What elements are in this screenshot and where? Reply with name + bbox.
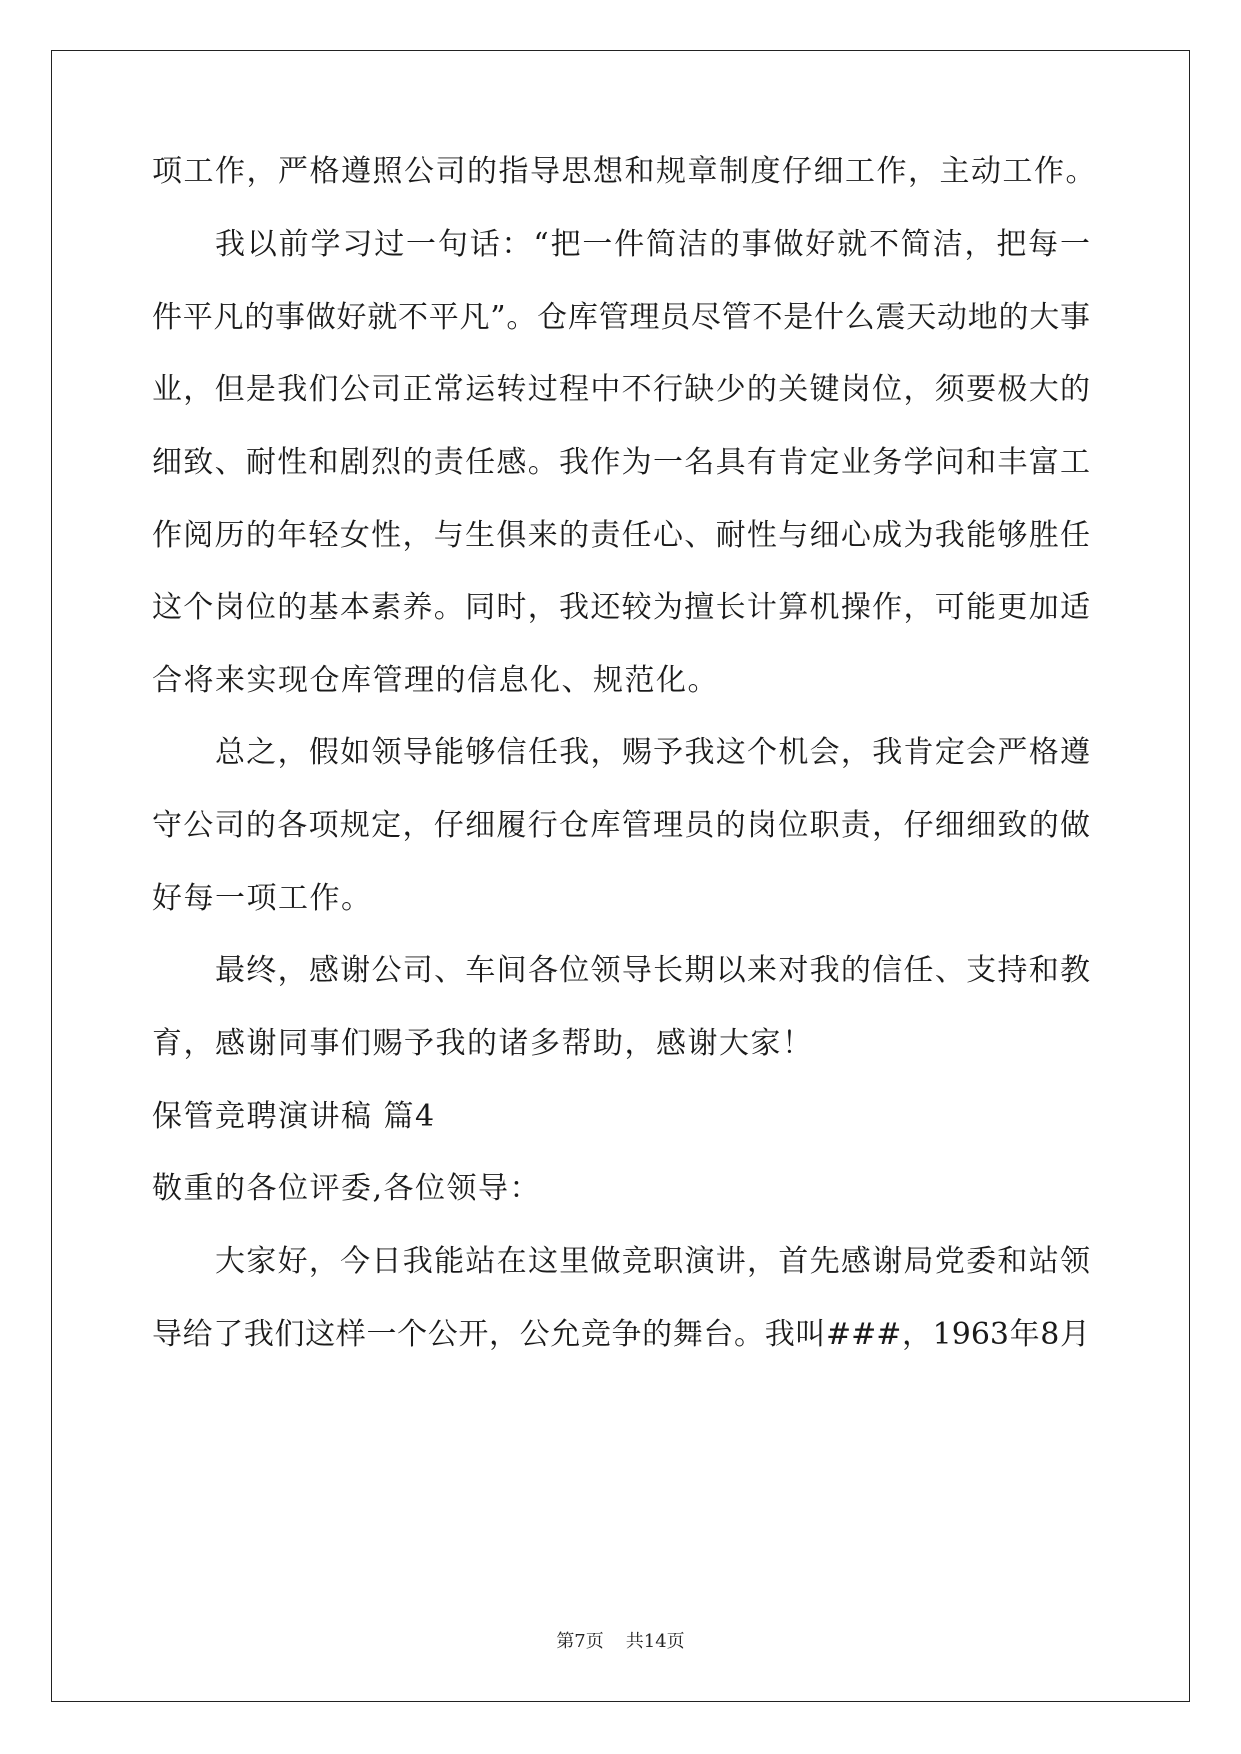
text-line: 项工作，严格遵照公司的指导思想和规章制度仔细工作，主动工作。 — [152, 154, 1097, 189]
text-line: 总之，假如领导能够信任我，赐予我这个机会，我肯定会严格遵 — [215, 735, 1090, 770]
text-line: 育，感谢同事们赐予我的诸多帮助，感谢大家！ — [152, 1026, 814, 1061]
text-line: 合将来实现仓库管理的信息化、规范化。 — [152, 663, 719, 698]
text-line: 守公司的各项规定，仔细履行仓库管理员的岗位职责，仔细细致的做 — [152, 808, 1090, 843]
section-heading: 保管竞聘演讲稿 篇4 — [152, 1099, 436, 1134]
text-line: 这个岗位的基本素养。同时，我还较为擅长计算机操作，可能更加适 — [152, 590, 1090, 625]
page-number: 第7页 — [556, 1631, 604, 1652]
text-line: 导给了我们这样一个公开，公允竞争的舞台。我叫###，1963年8月 — [152, 1317, 1090, 1352]
text-line: 细致、耐性和剧烈的责任感。我作为一名具有肯定业务学问和丰富工 — [152, 445, 1090, 480]
text-line: 作阅历的年轻女性，与生俱来的责任心、耐性与细心成为我能够胜任 — [152, 518, 1090, 553]
text-line: 件平凡的事做好就不平凡”。仓库管理员尽管不是什么震天动地的大事 — [152, 300, 1090, 335]
salutation: 敬重的各位评委,各位领导： — [152, 1171, 542, 1206]
text-line: 最终，感谢公司、车间各位领导长期以来对我的信任、支持和教 — [215, 953, 1090, 988]
page-footer — [0, 1630, 1241, 1654]
text-line: 大家好，今日我能站在这里做竞职演讲，首先感谢局党委和站领 — [215, 1244, 1090, 1279]
text-line: 业，但是我们公司正常运转过程中不行缺少的关键岗位，须要极大的 — [152, 372, 1090, 407]
text-line: 好每一项工作。 — [152, 881, 373, 916]
page-total: 共14页 — [625, 1631, 685, 1652]
text-line: 我以前学习过一句话：“把一件简洁的事做好就不简洁，把每一 — [215, 227, 1090, 262]
